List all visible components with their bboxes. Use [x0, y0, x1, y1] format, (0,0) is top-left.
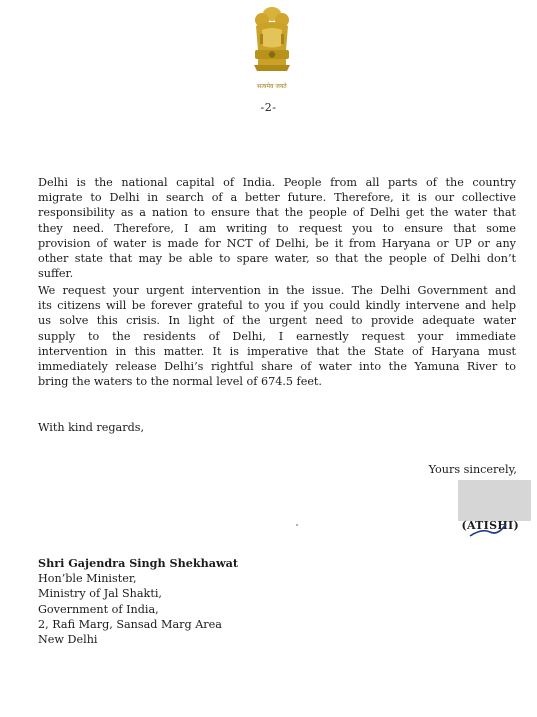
- paragraph-line: Delhi is the national capital of India. People from all parts of the country: [38, 176, 516, 189]
- addressee-line: New Delhi: [38, 633, 98, 647]
- addressee-line: Government of India,: [38, 602, 159, 616]
- addressee-block: [38, 556, 238, 647]
- closing-regards: With kind regards,: [38, 421, 145, 434]
- signature-stroke-icon: [468, 522, 508, 540]
- paragraph-2: [38, 283, 516, 389]
- paragraph-line: they need. Therefore, I am writing to request you to ensure that some: [38, 221, 516, 235]
- paper-speck: [296, 524, 298, 526]
- addressee-name: Shri Gajendra Singh Shekhawat: [38, 556, 239, 570]
- paragraph-line: its citizens will be forever grateful to you if you could kindly intervene and help: [38, 299, 516, 313]
- signatory-name: (ATISHI): [461, 519, 519, 532]
- addressee-line: Hon’ble Minister,: [38, 572, 137, 586]
- paragraph-line: responsibility as a nation to ensure that the people of Delhi get the water that: [38, 206, 516, 220]
- national-emblem-icon: [246, 4, 298, 90]
- page-number: -2-: [260, 101, 277, 114]
- paragraph-line: supply to the residents of Delhi, I earnestly request your immediate: [38, 329, 516, 343]
- paragraph-line: provision of water is made for NCT of Delhi, be it from Haryana or UP or any: [38, 236, 516, 250]
- addressee-line: 2, Rafi Marg, Sansad Marg Area: [38, 617, 222, 631]
- paragraph-line: other state that may be able to spare water, so that the people of Delhi don’t: [38, 252, 516, 266]
- paragraph-1: [38, 175, 516, 281]
- paragraph-line: immediately release Delhi’s rightful share of water into the Yamuna River to: [38, 360, 516, 374]
- paragraph-line: suffer.: [38, 267, 74, 281]
- addressee-line: Ministry of Jal Shakti,: [38, 587, 162, 601]
- emblem-motto: सत्यमेव जयते: [257, 83, 287, 90]
- paragraph-line: migrate to Delhi in search of a better future. Therefore, it is our collective: [38, 191, 516, 205]
- paragraph-line: We request your urgent intervention in the issue. The Delhi Government and: [38, 284, 516, 297]
- closing-sincerely: Yours sincerely,: [428, 463, 517, 476]
- redacted-signature: [458, 480, 531, 521]
- paragraph-line: intervention in this matter. It is imperative that the State of Haryana must: [38, 344, 516, 358]
- paragraph-line: us solve this crisis. In light of the urgent need to provide adequate water: [38, 314, 516, 328]
- paragraph-line: bring the waters to the normal level of 674.5 feet.: [38, 375, 322, 389]
